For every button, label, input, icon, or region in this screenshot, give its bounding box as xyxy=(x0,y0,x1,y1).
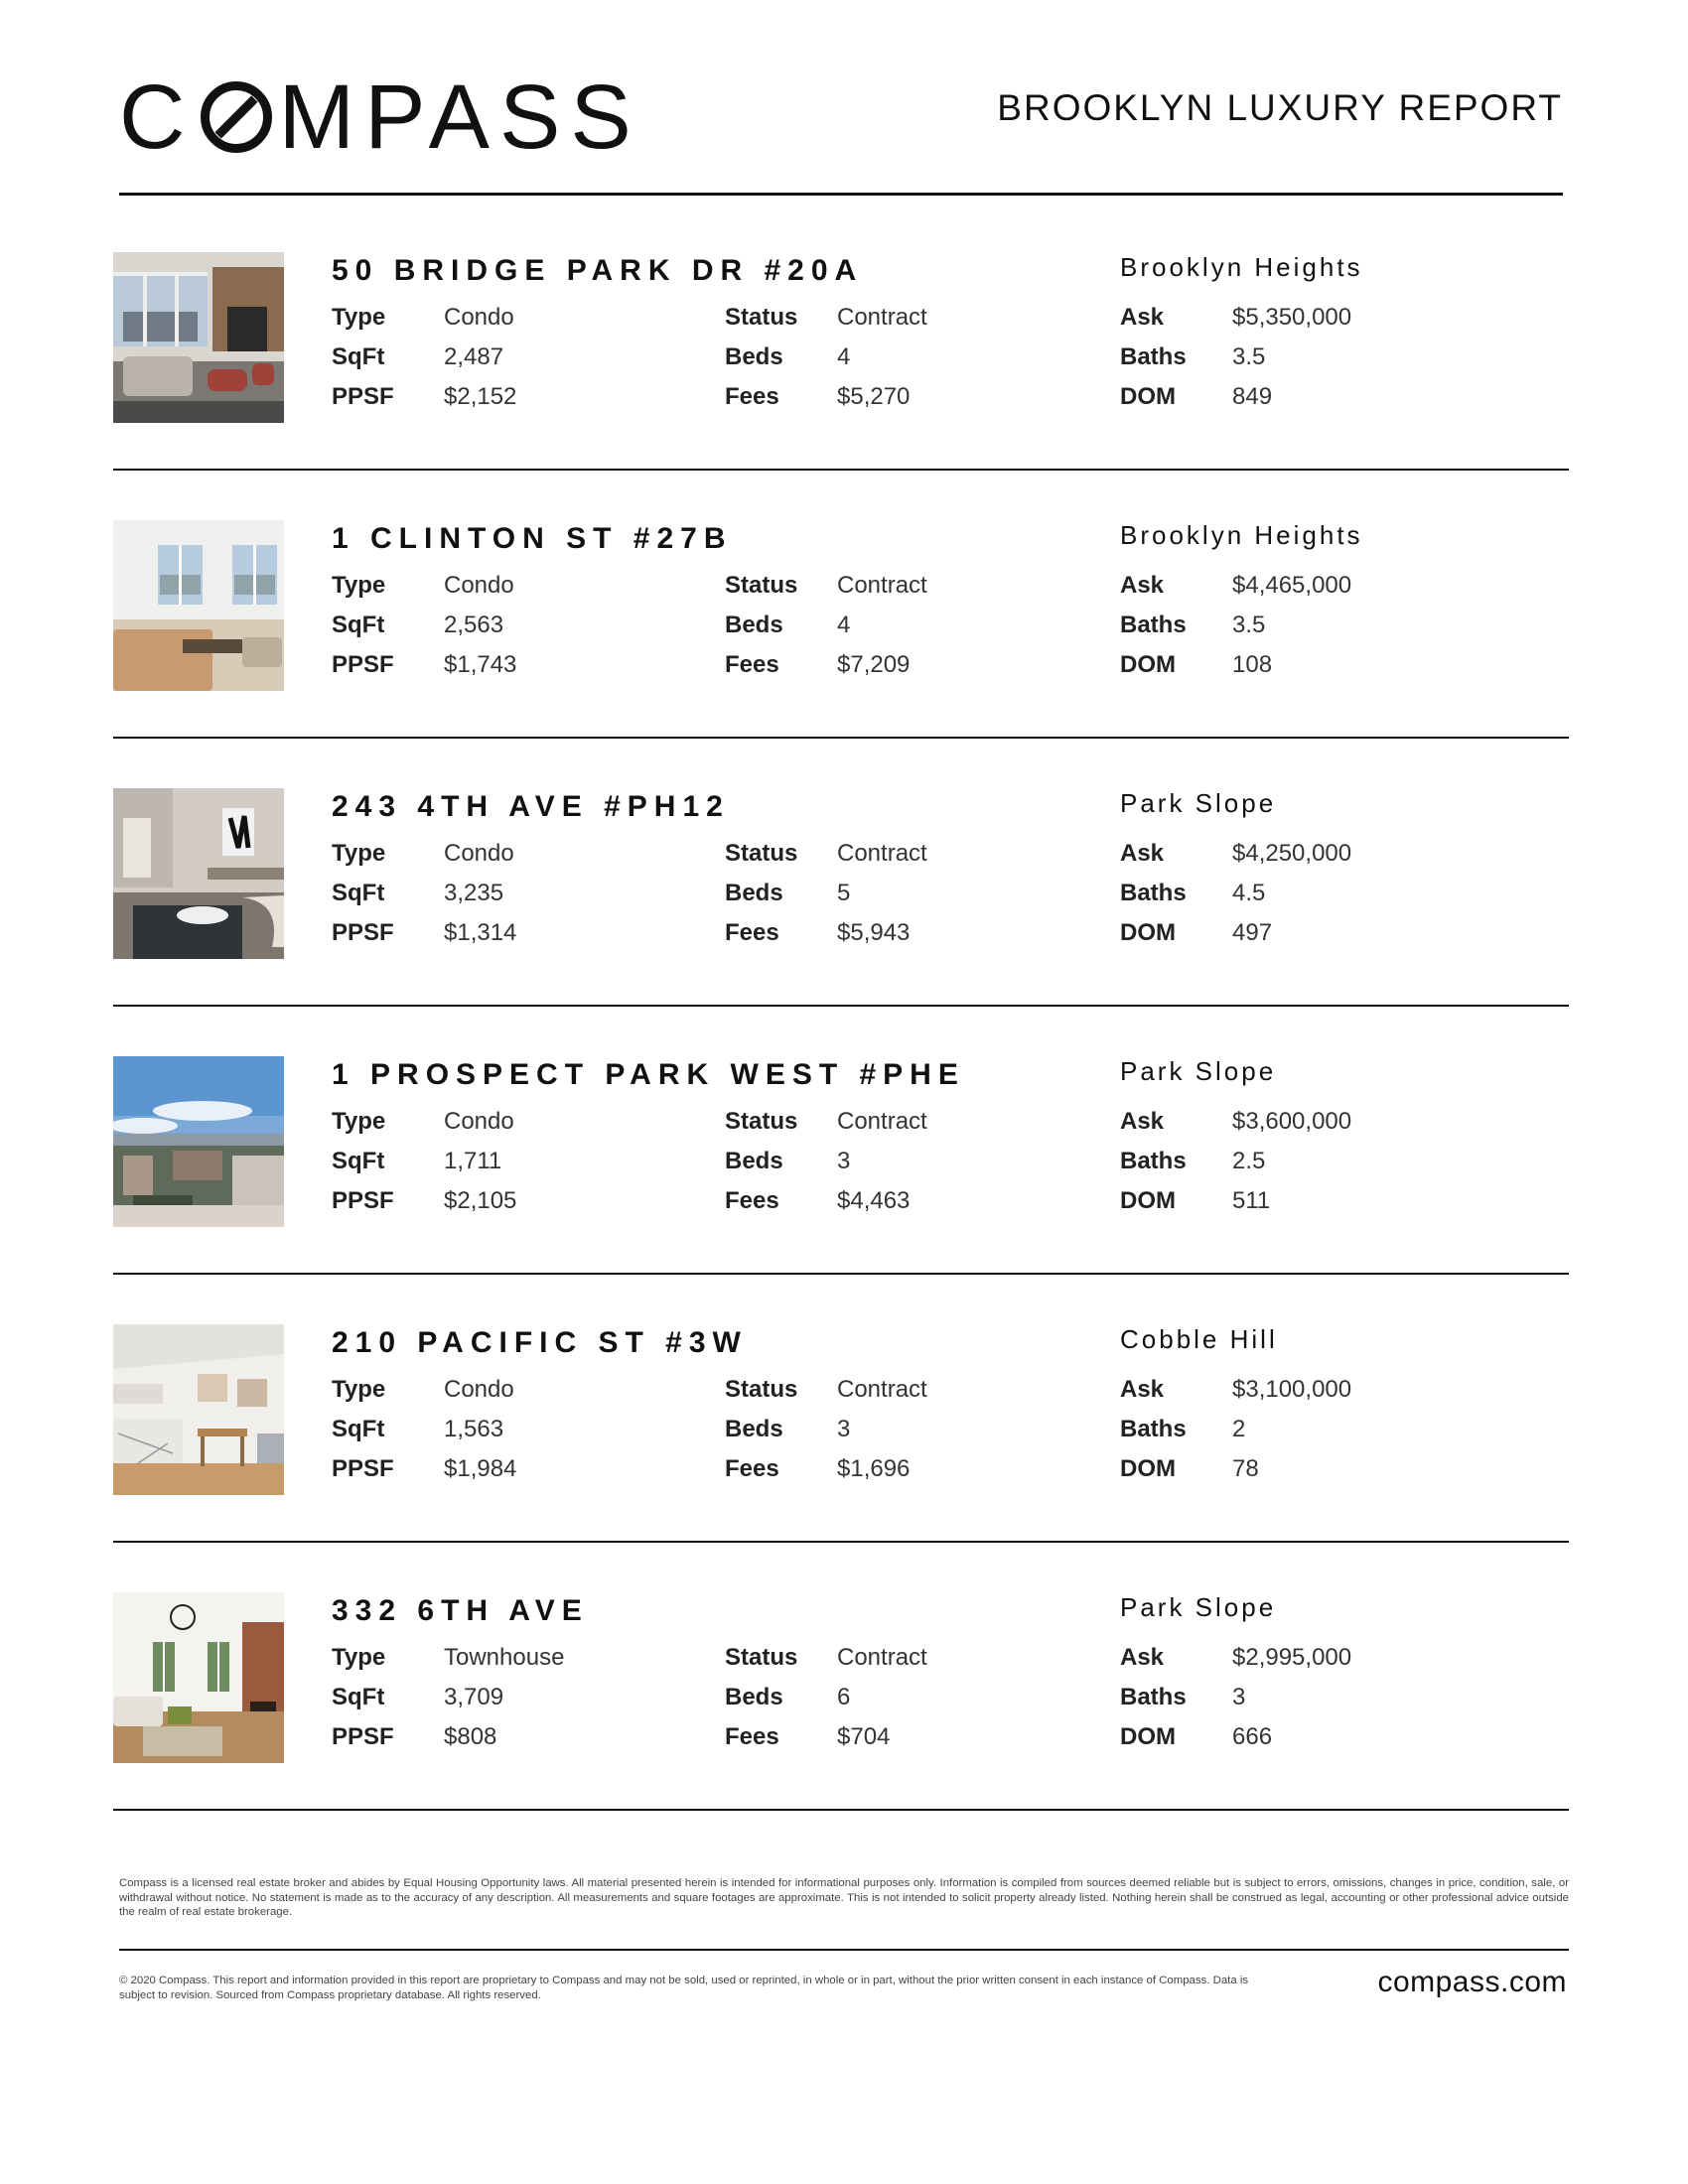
ask-value: $3,600,000 xyxy=(1232,1108,1352,1135)
listing-photo-image xyxy=(113,788,284,959)
listing-photo[interactable] xyxy=(113,1056,284,1227)
listing-neighborhood: Park Slope xyxy=(1120,788,1277,818)
fees-value: $5,270 xyxy=(837,383,911,410)
baths-label: Baths xyxy=(1120,880,1187,906)
listing-divider xyxy=(113,1541,1569,1543)
ppsf-label: PPSF xyxy=(332,1723,394,1750)
beds-label: Beds xyxy=(725,612,783,638)
baths-label: Baths xyxy=(1120,1148,1187,1174)
listing-neighborhood: Brooklyn Heights xyxy=(1120,252,1363,282)
fees-value: $704 xyxy=(837,1723,891,1750)
dom-value: 108 xyxy=(1232,651,1273,678)
ppsf-label: PPSF xyxy=(332,1187,394,1214)
ask-label: Ask xyxy=(1120,1376,1165,1403)
type-label: Type xyxy=(332,1644,386,1671)
fees-value: $7,209 xyxy=(837,651,911,678)
type-value: Condo xyxy=(444,840,514,867)
baths-value: 4.5 xyxy=(1232,880,1266,906)
ppsf-label: PPSF xyxy=(332,383,394,410)
listing-divider xyxy=(113,1005,1569,1007)
baths-label: Baths xyxy=(1120,1684,1187,1710)
listing-photo-image xyxy=(113,1056,284,1227)
footer-divider xyxy=(119,1949,1569,1951)
beds-value: 4 xyxy=(837,612,851,638)
dom-value: 849 xyxy=(1232,383,1273,410)
listing-photo-image xyxy=(113,520,284,691)
listing-photo[interactable] xyxy=(113,520,284,691)
ppsf-value: $2,105 xyxy=(444,1187,517,1214)
listing xyxy=(113,1056,1573,1287)
dom-value: 78 xyxy=(1232,1455,1259,1482)
listing-photo[interactable] xyxy=(113,1324,284,1495)
dom-label: DOM xyxy=(1120,1187,1176,1214)
ppsf-value: $808 xyxy=(444,1723,497,1750)
fees-label: Fees xyxy=(725,383,779,410)
fees-label: Fees xyxy=(725,1187,779,1214)
compass-logo-o-mark xyxy=(201,81,272,153)
type-label: Type xyxy=(332,1376,386,1403)
listing-neighborhood: Cobble Hill xyxy=(1120,1324,1278,1354)
ask-label: Ask xyxy=(1120,1108,1165,1135)
type-label: Type xyxy=(332,1108,386,1135)
sqft-label: SqFt xyxy=(332,1148,385,1174)
listing-divider xyxy=(113,469,1569,471)
listing-photo[interactable] xyxy=(113,252,284,423)
beds-label: Beds xyxy=(725,1148,783,1174)
ask-label: Ask xyxy=(1120,840,1165,867)
listing-address[interactable]: 210 PACIFIC ST #3W xyxy=(332,1326,748,1359)
copyright-text: © 2020 Compass. This report and information provided in this report are proprietary to Compass and may not be sold, used or reprinted, in whole or in part, without the prior written consent in each instance of Compass. Data is subject to revision. Sourced from Compass proprietary database. All rights reserved. xyxy=(119,1975,1249,2001)
listing-neighborhood: Park Slope xyxy=(1120,1056,1277,1086)
dom-value: 497 xyxy=(1232,919,1273,946)
type-label: Type xyxy=(332,840,386,867)
listing xyxy=(113,1592,1573,1823)
website-link[interactable]: compass.com xyxy=(1377,1966,1567,1998)
status-label: Status xyxy=(725,1108,798,1135)
type-value: Condo xyxy=(444,304,514,331)
ask-value: $4,250,000 xyxy=(1232,840,1352,867)
sqft-value: 1,711 xyxy=(444,1148,502,1174)
ask-label: Ask xyxy=(1120,304,1165,331)
dom-label: DOM xyxy=(1120,1455,1176,1482)
listing-address[interactable]: 1 CLINTON ST #27B xyxy=(332,522,733,555)
sqft-label: SqFt xyxy=(332,343,385,370)
ppsf-value: $1,984 xyxy=(444,1455,517,1482)
status-value: Contract xyxy=(837,572,927,599)
listing-photo[interactable] xyxy=(113,1592,284,1763)
ask-value: $5,350,000 xyxy=(1232,304,1352,331)
listing-divider xyxy=(113,1273,1569,1275)
type-value: Townhouse xyxy=(444,1644,565,1671)
dom-value: 666 xyxy=(1232,1723,1273,1750)
sqft-value: 1,563 xyxy=(444,1416,504,1442)
beds-value: 6 xyxy=(837,1684,851,1710)
fees-value: $5,943 xyxy=(837,919,911,946)
listing-divider xyxy=(113,1809,1569,1811)
beds-value: 5 xyxy=(837,880,851,906)
ppsf-label: PPSF xyxy=(332,1455,394,1482)
listing xyxy=(113,520,1573,751)
listing-photo-image xyxy=(113,252,284,423)
listing xyxy=(113,788,1573,1019)
listing-address[interactable]: 1 PROSPECT PARK WEST #PHE xyxy=(332,1058,965,1091)
status-label: Status xyxy=(725,1376,798,1403)
baths-value: 3.5 xyxy=(1232,343,1266,370)
baths-value: 2 xyxy=(1232,1416,1246,1442)
dom-label: DOM xyxy=(1120,919,1176,946)
status-value: Contract xyxy=(837,840,927,867)
listing-address[interactable]: 332 6TH AVE xyxy=(332,1594,589,1627)
type-value: Condo xyxy=(444,572,514,599)
sqft-label: SqFt xyxy=(332,1684,385,1710)
listing-address[interactable]: 243 4TH AVE #PH12 xyxy=(332,790,730,823)
fees-label: Fees xyxy=(725,1455,779,1482)
type-label: Type xyxy=(332,304,386,331)
baths-value: 3.5 xyxy=(1232,612,1266,638)
fees-value: $1,696 xyxy=(837,1455,911,1482)
dom-value: 511 xyxy=(1232,1187,1271,1214)
baths-label: Baths xyxy=(1120,1416,1187,1442)
beds-label: Beds xyxy=(725,880,783,906)
fees-label: Fees xyxy=(725,919,779,946)
listing-neighborhood: Park Slope xyxy=(1120,1592,1277,1622)
baths-value: 3 xyxy=(1232,1684,1246,1710)
listing-photo-image xyxy=(113,1592,284,1763)
beds-label: Beds xyxy=(725,1416,783,1442)
listing-address[interactable]: 50 BRIDGE PARK DR #20A xyxy=(332,254,864,287)
dom-label: DOM xyxy=(1120,1723,1176,1750)
type-value: Condo xyxy=(444,1108,514,1135)
report-title: BROOKLYN LUXURY REPORT xyxy=(997,87,1563,128)
type-label: Type xyxy=(332,572,386,599)
status-value: Contract xyxy=(837,1376,927,1403)
status-label: Status xyxy=(725,1644,798,1671)
ppsf-value: $1,743 xyxy=(444,651,517,678)
ppsf-label: PPSF xyxy=(332,919,394,946)
ask-label: Ask xyxy=(1120,572,1165,599)
listing xyxy=(113,252,1573,482)
listing xyxy=(113,1324,1573,1555)
ppsf-label: PPSF xyxy=(332,651,394,678)
ppsf-value: $2,152 xyxy=(444,383,517,410)
listing-photo-image xyxy=(113,1324,284,1495)
beds-value: 3 xyxy=(837,1148,851,1174)
status-value: Contract xyxy=(837,304,927,331)
sqft-value: 3,709 xyxy=(444,1684,504,1710)
fees-label: Fees xyxy=(725,651,779,678)
ask-value: $2,995,000 xyxy=(1232,1644,1352,1671)
beds-value: 4 xyxy=(837,343,851,370)
ask-label: Ask xyxy=(1120,1644,1165,1671)
type-value: Condo xyxy=(444,1376,514,1403)
beds-label: Beds xyxy=(725,343,783,370)
sqft-label: SqFt xyxy=(332,880,385,906)
sqft-value: 2,487 xyxy=(444,343,504,370)
ask-value: $3,100,000 xyxy=(1232,1376,1352,1403)
dom-label: DOM xyxy=(1120,651,1176,678)
listing-neighborhood: Brooklyn Heights xyxy=(1120,520,1363,550)
header-divider xyxy=(119,193,1563,196)
sqft-value: 2,563 xyxy=(444,612,504,638)
sqft-value: 3,235 xyxy=(444,880,504,906)
listing-photo[interactable] xyxy=(113,788,284,959)
fees-label: Fees xyxy=(725,1723,779,1750)
sqft-label: SqFt xyxy=(332,1416,385,1442)
dom-label: DOM xyxy=(1120,383,1176,410)
beds-label: Beds xyxy=(725,1684,783,1710)
status-value: Contract xyxy=(837,1644,927,1671)
status-label: Status xyxy=(725,840,798,867)
status-value: Contract xyxy=(837,1108,927,1135)
baths-value: 2.5 xyxy=(1232,1148,1266,1174)
compass-logo: C MPASS xyxy=(119,67,641,168)
disclaimer-text: Compass is a licensed real estate broker and abides by Equal Housing Opportunity laws. All material presented herein is intended for informational purposes only. Information is compiled from sources deemed reliable but is subject to errors, omissions, changes in price, condition, sale, or withdrawal without notice. No statement is made as to the accuracy of any description. All measurements and square footages are approximate. This is not intended to solicit property already listed. Nothing herein shall be construed as legal, accounting or other professional advice outside the realm of real estate brokerage. xyxy=(119,1877,1569,1918)
listing-divider xyxy=(113,737,1569,739)
baths-label: Baths xyxy=(1120,612,1187,638)
sqft-label: SqFt xyxy=(332,612,385,638)
status-label: Status xyxy=(725,572,798,599)
fees-value: $4,463 xyxy=(837,1187,911,1214)
ppsf-value: $1,314 xyxy=(444,919,517,946)
beds-value: 3 xyxy=(837,1416,851,1442)
baths-label: Baths xyxy=(1120,343,1187,370)
status-label: Status xyxy=(725,304,798,331)
ask-value: $4,465,000 xyxy=(1232,572,1352,599)
